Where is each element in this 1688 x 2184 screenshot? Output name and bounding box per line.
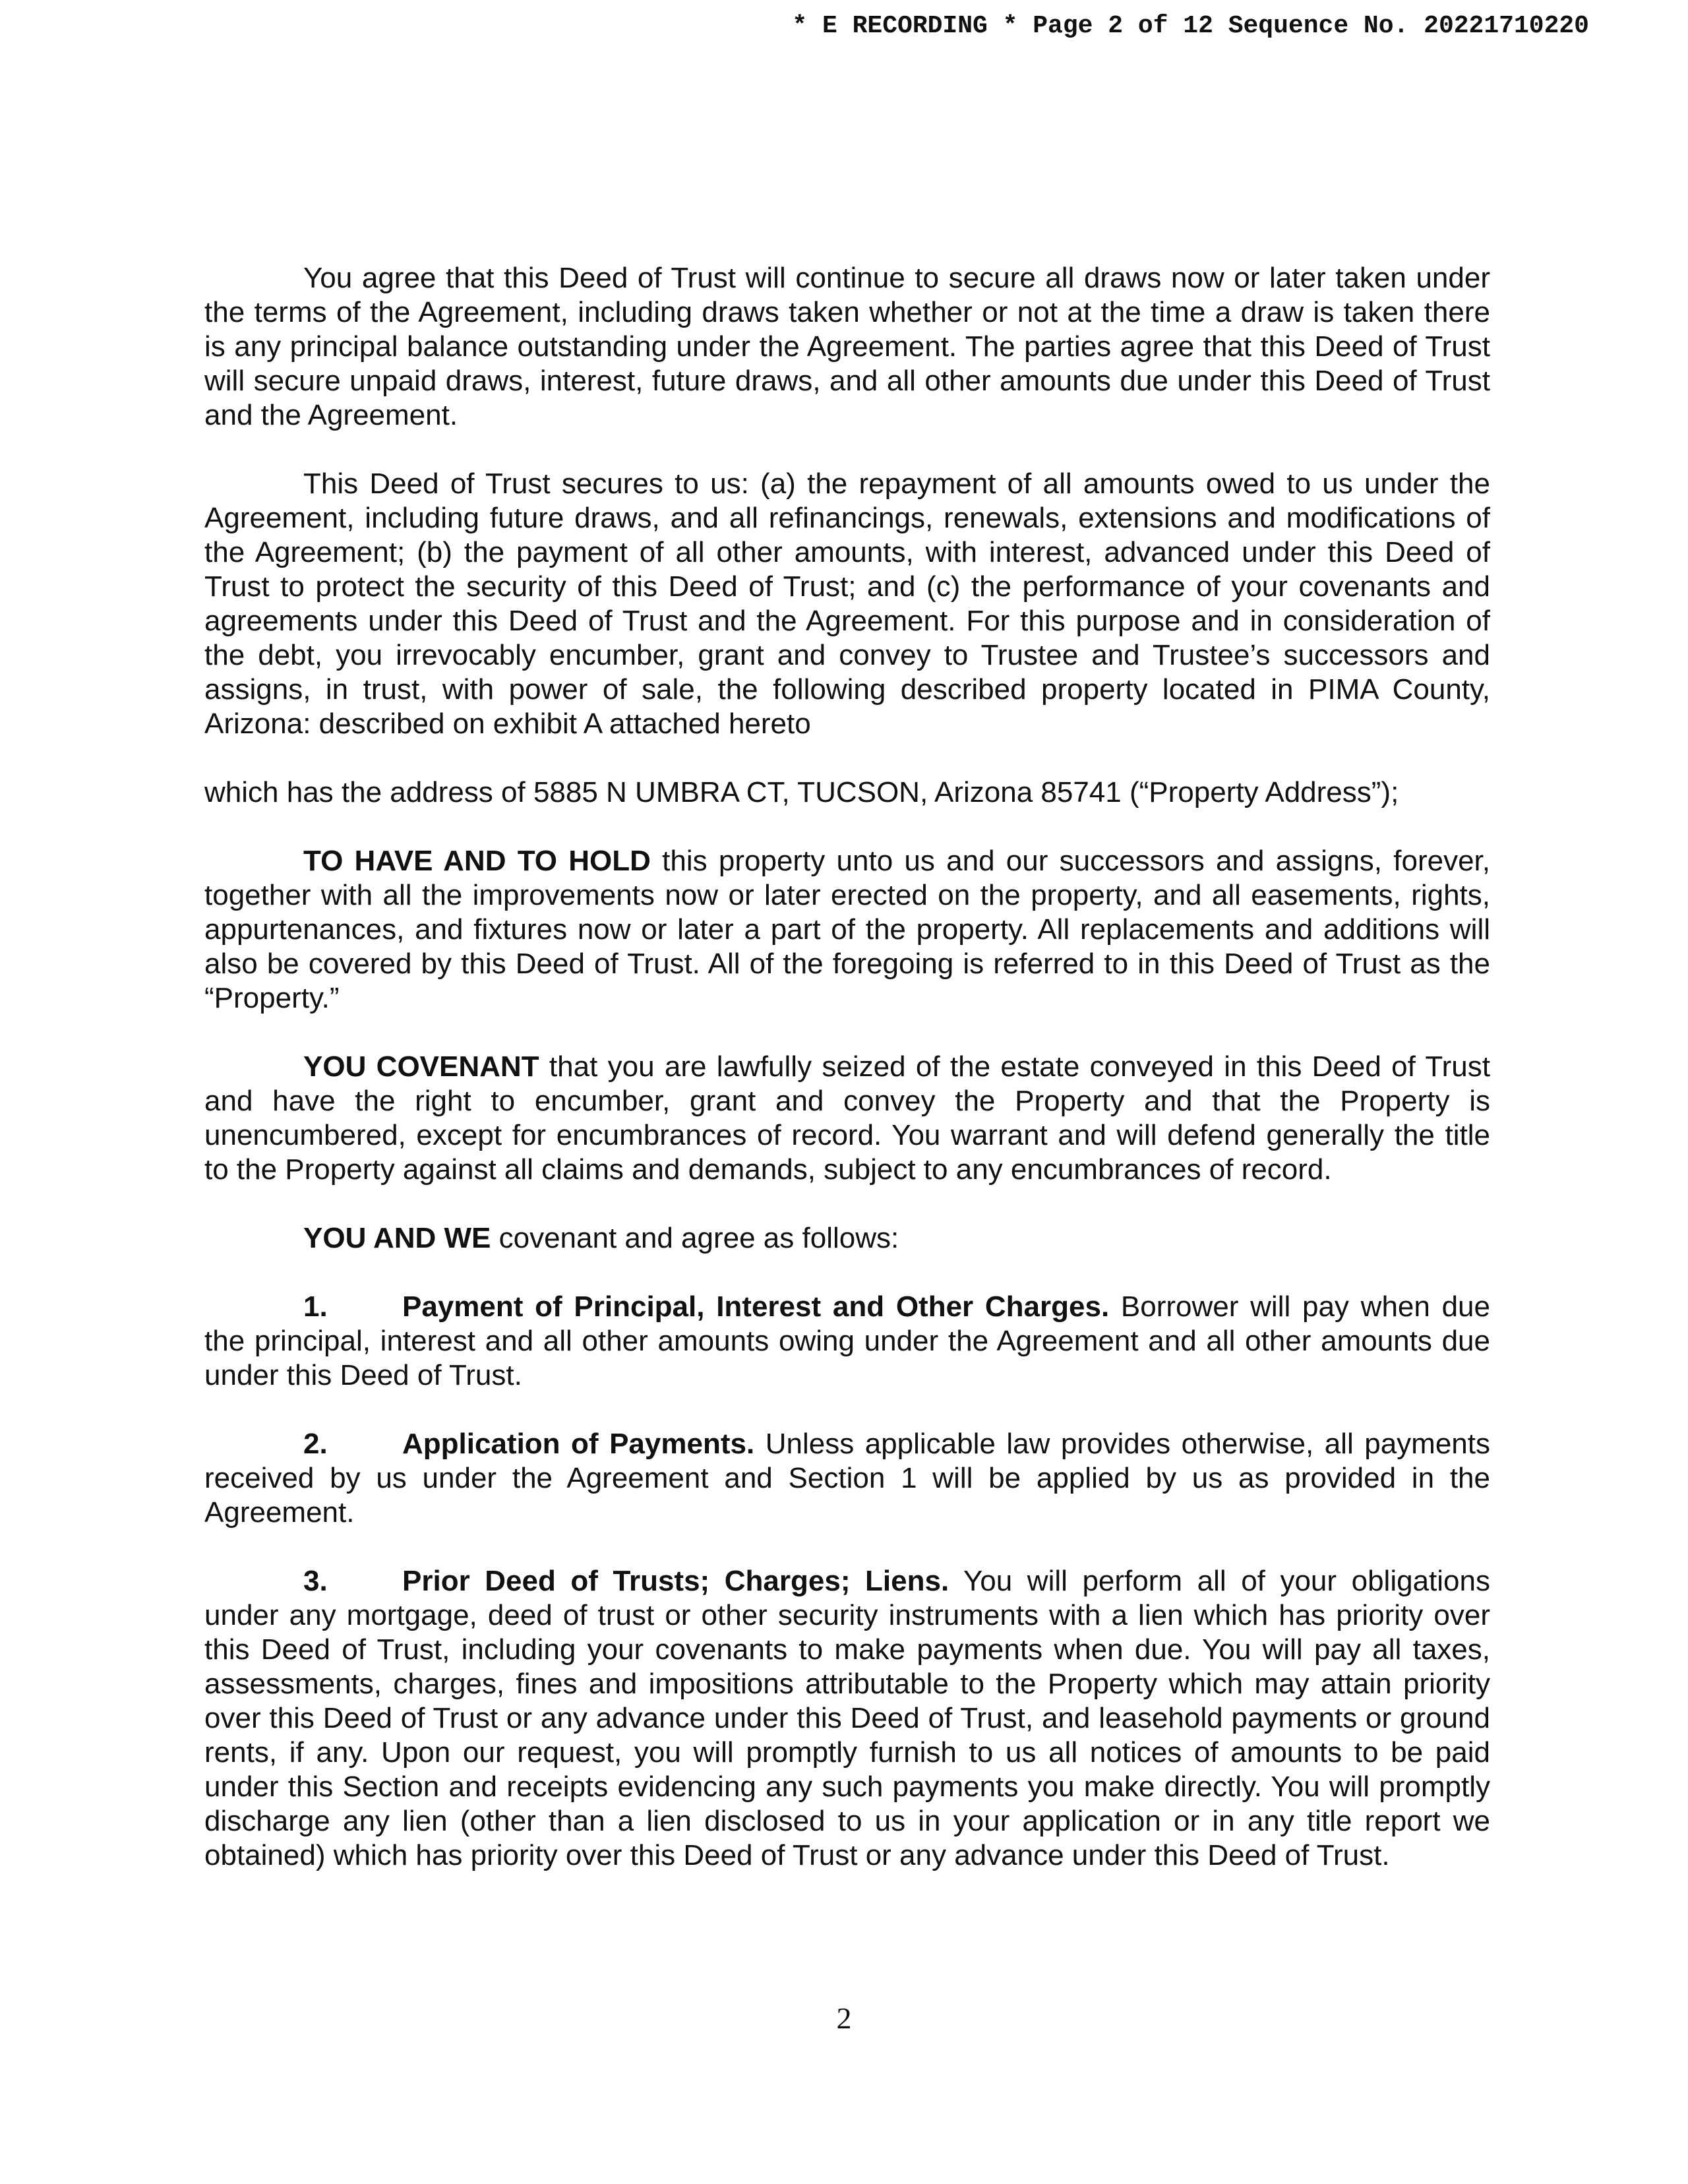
paragraph-secures-to-us: This Deed of Trust secures to us: (a) the repayment of all amounts owed to us under the Agreement, including future draws, and all refinancings, renewals, extensions and modifications of the Agreement; (b) the payment of all other amounts, with interest, advanced under this Deed of Trust to protect the security of this Deed of Trust; and (c) the performance of your covenants and agreements under this Deed of Trust and the Agreement. For this purpose and in consideration of the debt, you irrevocably encumber, grant and convey to Trustee and Trustee’s successors and assigns, in trust, with power of sale, the following described property located in PIMA County, Arizona: described on exhibit A attached hereto xyxy=(204,468,1490,740)
document-body xyxy=(204,261,1490,1873)
section-title: Prior Deed of Trusts; Charges; Liens. xyxy=(402,1565,950,1597)
paragraph-property-address: which has the address of 5885 N UMBRA CT, TUCSON, Arizona 85741 (“Property Address”); xyxy=(204,776,1399,808)
section-2-application-of-payments xyxy=(204,1427,1490,1530)
section-text: Borrower will pay when due the principal, interest and all other amounts owing under the Agreement and all other amounts due under this Deed of Trust. xyxy=(204,1290,1490,1391)
page-number: 2 xyxy=(836,2001,852,2035)
you-covenant-text: that you are lawfully seized of the estate conveyed in this Deed of Trust and have the right to encumber, grant and convey the Property and that the Property is unencumbered, except for encumbrances of record. You warrant and will defend generally the title to the Property against all claims and demands, subject to any encumbrances of record. xyxy=(204,1050,1490,1186)
section-1-payment xyxy=(204,1290,1490,1393)
paragraph-continuing-security: You agree that this Deed of Trust will continue to secure all draws now or later taken under the terms of the Agreement, including draws taken whether or not at the time a draw is taken there is any principal balance outstanding under the Agreement. The parties agree that this Deed of Trust will secure unpaid draws, interest, future draws, and all other amounts due under this Deed of Trust and the Agreement. xyxy=(204,262,1490,431)
recording-header: * E RECORDING * Page 2 of 12 Sequence No. 20221710220 xyxy=(792,12,1589,40)
to-have-and-to-hold-heading: TO HAVE AND TO HOLD xyxy=(303,845,651,877)
section-title: Payment of Principal, Interest and Other Charges. xyxy=(402,1290,1110,1323)
section-number: 3. xyxy=(303,1565,328,1597)
you-and-we-heading: YOU AND WE xyxy=(303,1222,491,1254)
to-have-and-to-hold-text: this property unto us and our successors and assigns, forever, together with all the improvements now or later erected on the property, and all easements, rights, appurtenances, and fixtures now or later a part of the property. All replacements and additions will also be covered by this Deed of Trust. All of the foregoing is referred to in this Deed of Trust as the “Property.” xyxy=(204,845,1490,1014)
section-number: 1. xyxy=(303,1290,328,1323)
section-number: 2. xyxy=(303,1428,328,1460)
section-title: Application of Payments. xyxy=(402,1428,755,1460)
section-text: Unless applicable law provides otherwise, all payments received by us under the Agreement and Section 1 will be applied by us as provided in the Agreement. xyxy=(204,1428,1490,1529)
paragraph-you-and-we xyxy=(204,1221,1490,1256)
you-covenant-heading: YOU COVENANT xyxy=(303,1050,539,1083)
you-and-we-text: covenant and agree as follows: xyxy=(491,1222,899,1254)
paragraph-you-covenant xyxy=(204,1050,1490,1187)
paragraph-to-have-and-to-hold xyxy=(204,844,1490,1016)
section-text: You will perform all of your obligations under any mortgage, deed of trust or other security instruments with a lien which has priority over this Deed of Trust, including your covenants to make payments when due. You will pay all taxes, assessments, charges, fines and impositions attributable to the Property which may attain priority over this Deed of Trust or any advance under this Deed of Trust, and leasehold payments or ground rents, if any. Upon our request, you will promptly furnish to us all notices of amounts to be paid under this Section and receipts evidencing any such payments you make directly. You will promptly discharge any lien (other than a lien disclosed to us in your application or in any title report we obtained) which has priority over this Deed of Trust or any advance under this Deed of Trust. xyxy=(204,1565,1490,1871)
section-3-prior-liens xyxy=(204,1564,1490,1873)
